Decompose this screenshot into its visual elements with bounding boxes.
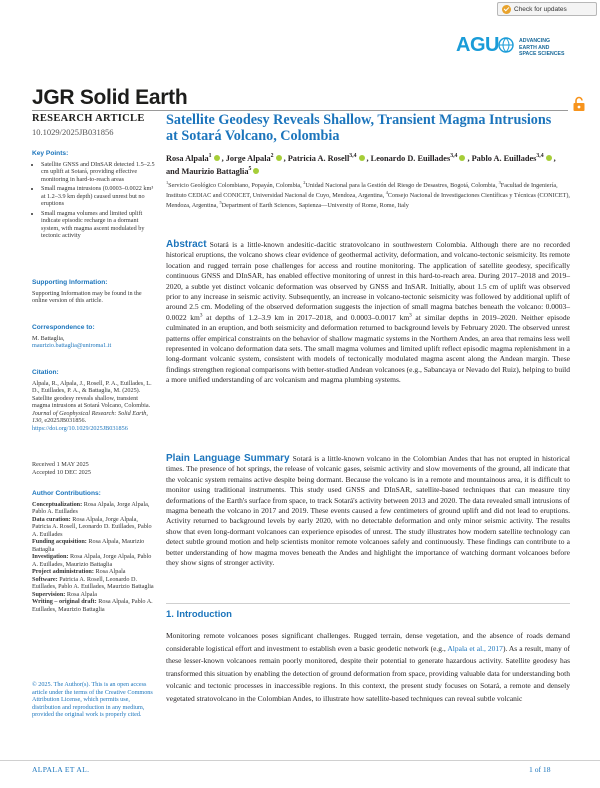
key-point: • Satellite GNSS and DInSAR detected 1.5–2.5 cm uplift at Sotará, providing effective monitoring in hard-to-reach areas: [41, 161, 156, 184]
open-access-lock-icon: [572, 96, 586, 112]
check-for-updates-button[interactable]: [497, 2, 597, 16]
contribution-item: Project administration: Rosa Alpala: [32, 568, 126, 575]
correspondence-email-link[interactable]: maurizio.battaglia@uniroma1.it: [32, 342, 112, 349]
article-type: RESEARCH ARTICLE: [32, 113, 145, 124]
section-rule: [166, 603, 570, 604]
supporting-heading: Supporting Information:: [32, 279, 108, 286]
affiliation: $^2$Unidad Nacional para la Gestión del Riesgo de Desastres, Bogotá, Colombia,: [303, 179, 499, 189]
orcid-icon[interactable]: [546, 155, 552, 161]
affiliations: [166, 181, 570, 210]
contribution-item: Software: Patricia A. Rosell, Leonardo D. Euillades, Pablo A. Euillades, Maurizio Battaglia: [32, 575, 154, 590]
affiliation: $^5$Department of Earth Sciences, Sapienza—University of Rome, Rome, Italy: [219, 199, 409, 209]
introduction-heading: 1. Introduction: [166, 609, 232, 620]
author: Jorge Alpala$^2$ ,: [225, 153, 288, 163]
contribution-item: Supervision: Rosa Alpala: [32, 590, 97, 598]
author: Pablo A. Euillades$^{3,4}$ , and: [166, 153, 556, 176]
header-rule: [32, 110, 568, 111]
page-number: 1 of 18: [529, 765, 551, 774]
article-doi: 10.1029/2025JB031856: [32, 127, 114, 137]
accepted-date: Accepted 10 DEC 2025: [32, 468, 91, 476]
contribution-item: Investigation: Rosa Alpala, Jorge Alpala, Pablo A. Euillades, Maurizio Battaglia: [32, 553, 152, 568]
plain-language-summary: Plain Language Summary Sotará is a little-known volcano in the Colombian Andes that has not erupted in historical times. The presence of hot springs, the release of volcanic gases, seismic activity and slow movements of the ground, all indicate that the volcanic system remains active despite being dormant. Because the volcano is in a remote and mountainous area, it is difficult to monitor using traditional instruments. This study used GNSS and DInSAR, satellite-based techniques that can measure tiny deformations of the Earth's surface from space, to track Sotará's activity between 2013 and 2020. The data revealed small intrusions of magma beneath the volcano in 2017 and 2019. These events caused a few centimeters of ground uplift and did not lead to eruptions. Activity returned to background levels by early 2020, with no detectable deformation and only minor seismic activity. The results show that even long-dormant volcanoes can experience episodes of unrest. The study illustrates how modern satellite technology can detect subtle ground motion and help scientists monitor remote volcanoes safely and continuously. These findings can contribute to a better understanding of how magma moves beneath the Andes and highlight the importance of watching dormant volcanoes before they show signs of stronger activity.: [166, 453, 570, 568]
citation-journal: Journal of Geophysical Research: Solid Earth, 130,: [32, 409, 148, 424]
globe-icon: [498, 37, 514, 53]
affiliation: $^1$Servicio Geológico Colombiano, Popayán, Colombia,: [166, 179, 304, 189]
agu-logo: [456, 34, 596, 66]
key-point: • Small magma volumes and limited uplift indicate episodic recharge in a dormant system, with magma ascent modulated by tectonic activity: [41, 210, 156, 240]
correspondence-heading: Correspondence to:: [32, 324, 95, 331]
agu-wordmark: AGU: [456, 34, 499, 56]
introduction-text: Monitoring remote volcanoes poses significant challenges. Rugged terrain, dense vegetation, and the absence of roads demand considerable logistical effort and investment to establish even a basic geodetic network (e.g., Alpala et al., 2017). As a result, many of these lesser-known volcanoes remain poorly monitored, despite their potential to generate hazardous activity. Satellite geodesy has transformed this situation by enabling the detection of ground deformation from space, providing valuable data for understanding both volcanic and tectonic processes in inaccessible regions. In this context, the present study focuses on Sotará, a remote and densely vegetated stratovolcano in the Colombian Andes, to illustrate how satellite-based techniques can reveal subtle volcanic: [166, 631, 570, 703]
article-title: Satellite Geodesy Reveals Shallow, Transient Magma Intrusions at Sotará Volcano, Colombia: [166, 112, 552, 144]
citation-link[interactable]: Alpala et al., 2017: [447, 643, 503, 653]
supporting-text: Supporting Information may be found in the online version of this article.: [32, 289, 142, 304]
author: Leonardo D. Euillades$^{3,4}$ ,: [370, 153, 472, 163]
citation: [32, 369, 156, 432]
abstract: Abstract Sotará is a little-known andesitic-dacitic stratovolcano in southwestern Colombia. Although there are no recorded historical eruptions, the volcano shows clear evidence of geothermal activity, deformation, and volcano-tectonic seismicity. Its remote location and rugged terrain pose challenges for access and routine monitoring. The application of satellite geodesy, specifically continuous GNSS and DInSAR, has enabled effective monitoring of unrest in this hard-to-reach area. During 2017–2018 and 2019–2020, a subtle yet distinct volcanic deformation was observed by GNSS and InSAR. Initially, about 1.5 cm of uplift was observed prior to any increase in seismic activity. Subsequently, an increase in volcano-tectonic seismicity was followed by additional uplift of around 2.5 cm. Modeling of the observed deformation suggests the injection of small magma batches beneath the volcano: 0.0003–0.0022 $km^3$ at depths of 1.2–3.9 km in 2017–2018, and 0.0003–0.0017 $km^3$ at similar depths in 2019–2020. Neither episode culminated in an eruption, and both seismicity and deformation returned to background levels by February 2020. The observed unrest patterns offer empirical constraints on the behavior of shallow magmatic systems in the Northern Andes, an area that remains less well represented in volcano deformation data sets. The small magma volumes and limited uplift reflect episodic magma replenishment in a long-dormant volcanic system, consistent with models of tectonically modulated magma ascent along the Andean margin. These findings strengthen regional comparisons with better-studied Andean volcanoes (e.g., Sabancaya or Nevado del Ruiz), helping to build a more unified understanding of arc volcanism and magma plumbing systems.: [166, 239, 570, 385]
affiliation: $^4$Consejo Nacional de Investigaciones Científicas y Técnicas (CONICET), Mendoza, Argentina,: [166, 189, 570, 209]
copyright-notice: © 2025. The Author(s). This is an open access article under the terms of the Creative Commons Attribution License, which permits use, distribution and reproduction in any medium, provided the original work is properly cited.: [32, 681, 153, 718]
orcid-icon[interactable]: [359, 155, 365, 161]
affiliation: $^3$Facultad de Ingeniería, Instituto CEDIAC and CONICET, Universidad Nacional de Cuyo, Mendoza, Argentina,: [166, 179, 558, 199]
footer-authors: ALPALA ET AL.: [32, 765, 90, 774]
footer-rule: [0, 760, 600, 761]
supporting-information: [32, 279, 156, 305]
orcid-icon[interactable]: [459, 155, 465, 161]
contribution-item: Data curation: Rosa Alpala, Jorge Alpala, Patricia A. Rosell, Leonardo D. Euillades, Pablo A. Euillades: [32, 515, 152, 538]
abstract-heading: Abstract: [166, 239, 207, 250]
orcid-icon[interactable]: [214, 155, 220, 161]
author-contributions: [32, 490, 156, 613]
citation-tail: e2025JB031856.: [44, 417, 87, 424]
key-points: [32, 150, 156, 242]
correspondence-name: M. Battaglia,: [32, 334, 65, 342]
contribution-item: Conceptualization: Rosa Alpala, Jorge Alpala, Pablo A. Euillades: [32, 500, 150, 515]
contribution-item: Funding acquisition: Rosa Alpala, Maurizio Battaglia: [32, 538, 145, 553]
citation-heading: Citation:: [32, 369, 59, 376]
orcid-icon[interactable]: [276, 155, 282, 161]
contributions-heading: Author Contributions:: [32, 490, 101, 497]
check-updates-label: Check for updates: [514, 5, 567, 13]
check-updates-icon: [502, 5, 511, 14]
author: Rosa Alpala$^1$ ,: [166, 153, 226, 163]
article-dates: [32, 461, 156, 476]
received-date: Received 1 MAY 2025: [32, 461, 89, 468]
contribution-item: Writing – original draft: Rosa Alpala, Pablo A. Euillades, Maurizio Battaglia: [32, 598, 153, 613]
key-point: • Small magma intrusions (0.0003–0.0022 km³ at 1.2–3.9 km depth) caused unrest but no eruptions: [41, 185, 156, 208]
pls-heading: Plain Language Summary: [166, 453, 290, 464]
agu-tagline: ADVANCING EARTH AND SPACE SCIENCES: [519, 38, 565, 58]
citation-text: Alpala, R., Alpala, J., Rosell, P. A., Euillades, L. D., Euillades, P. A., & Battaglia, M. (2025). Satellite geodesy reveals shallow, transient magma intrusions at Sotará Volcano, Colombia.: [32, 379, 152, 409]
citation-doi-link[interactable]: https://doi.org/10.1029/2025JB031856: [32, 424, 128, 432]
correspondence: [32, 324, 156, 350]
author-list: [166, 153, 568, 178]
author: Patricia A. Rosell$^{3,4}$ ,: [287, 153, 371, 163]
key-points-heading: Key Points:: [32, 150, 69, 157]
author: Maurizio Battaglia$^5$: [181, 167, 261, 176]
journal-name: JGR Solid Earth: [32, 86, 188, 109]
orcid-icon[interactable]: [253, 168, 259, 174]
